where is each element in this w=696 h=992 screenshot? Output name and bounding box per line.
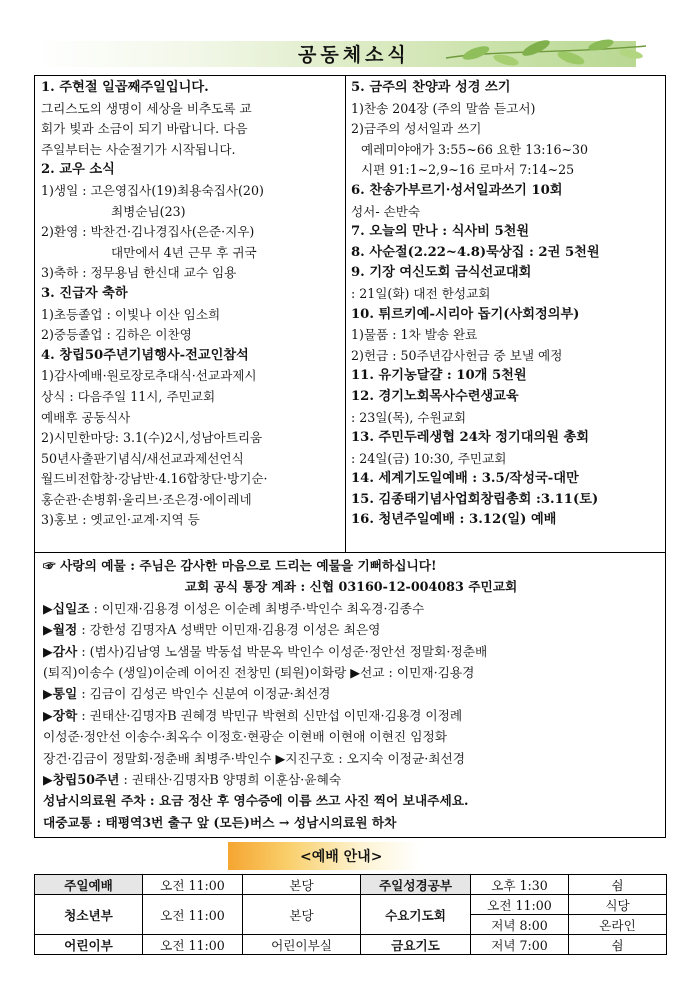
- right-col-line: 13. 주민두레생협 24차 정기대의원 총회: [351, 430, 590, 446]
- right-col-line: 9. 기장 여신도회 금식선교대회: [351, 265, 532, 281]
- offering-category: ▶통일: [43, 686, 78, 702]
- transit-note: 대중교통 : 태평역3번 출구 앞 (모든)버스 → 성남시의료원 하차: [43, 814, 397, 830]
- right-col-line: : 24일(금) 10:30, 주민교회: [351, 450, 507, 466]
- offering-names: : 권태산·김명자B 권혜경 박민규 박현희 신만섭 이민재·김용경 이정례: [77, 707, 463, 723]
- right-col-line: 예레미야애가 3:55~66 요한 13:16~30: [361, 141, 589, 157]
- left-col-line: 홍순관·손병휘·울리브·조은경·에이레네: [41, 491, 252, 507]
- table-cell: 저녁 7:00: [471, 935, 569, 955]
- account-info: 교회 공식 통장 계좌 : 신협 03160-12-004083 주민교회: [184, 579, 518, 595]
- offering-names: : 강한성 김명자A 성백만 이민재·김용경 이성은 최은영: [77, 622, 381, 638]
- offering-line: [43, 769, 659, 790]
- offering-line: [43, 641, 659, 662]
- page-title: 공동체소식: [298, 44, 410, 66]
- right-col-line: 12. 경기노회목사수련생교육: [351, 388, 519, 404]
- offering-names: (퇴직)이송수 (생일)이순례 이어진 전창민 (퇴원)이화랑 ▶선교 : 이민재·김용경: [43, 665, 475, 681]
- left-col-line: 4. 창립50주년기념행사-전교인참석: [41, 347, 249, 363]
- table-cell: 수요기도회: [361, 895, 471, 935]
- left-col-line: 2)중등졸업 : 김하은 이찬영: [41, 327, 192, 343]
- right-column: [351, 78, 661, 531]
- table-cell: 주일성경공부: [361, 875, 471, 895]
- right-col-line: 1)물품 : 1차 발송 완료: [351, 327, 478, 343]
- table-cell: 식당: [569, 895, 667, 915]
- table-cell: 온라인: [569, 915, 667, 935]
- offering-line: [43, 662, 659, 683]
- worship-guide-title: <예배 안내>: [300, 849, 383, 865]
- offering-names: : 이민재·김용경 이성은 이순례 최병주·박인수 최옥경·김종수: [89, 600, 425, 616]
- right-col-line: 시편 91:1~2,9~16 로마서 7:14~25: [361, 162, 575, 178]
- offering-line: [43, 619, 659, 640]
- right-col-line: 8. 사순절(2.22~4.8)묵상집 : 2권 5천원: [351, 244, 600, 260]
- news-box: [34, 75, 666, 553]
- offering-names: 장건·김금이 정말회·정춘배 최병주·박인수 ▶지진구호 : 오지숙 이정균·최선경: [43, 750, 466, 766]
- left-col-line: 3)축하 : 정무용님 한신대 교수 임용: [41, 265, 237, 281]
- table-row: [35, 935, 667, 955]
- right-col-line: 7. 오늘의 만나 : 식사비 5천원: [351, 224, 530, 240]
- offering-names: : 권태산·김명자B 양명희 이훈삼·윤혜숙: [119, 772, 342, 788]
- right-col-line: 5. 금주의 찬양과 성경 쓰기: [351, 80, 511, 95]
- left-col-line: 50년사출판기념식/새선교과제선언식: [41, 450, 244, 466]
- right-col-line: 1)찬송 204장 (주의 말씀 듣고서): [351, 100, 536, 116]
- offering-box: [34, 553, 666, 838]
- table-cell: 저녁 8:00: [471, 915, 569, 935]
- table-cell: 오전 11:00: [143, 875, 243, 895]
- offering-line: [43, 705, 659, 726]
- table-cell: 오전 11:00: [471, 895, 569, 915]
- leaves-decoration-icon: [436, 36, 656, 72]
- right-col-line: : 23일(목), 수원교회: [351, 409, 467, 425]
- offering-category: ▶월정: [43, 622, 78, 638]
- offering-names: 이성준·정안선 이송수·최옥수 이정호·현광순 이현배 이현애 이현진 임정화: [43, 729, 447, 745]
- right-col-line: 14. 세계기도일예배 : 3.5/작성국-대만: [351, 471, 579, 487]
- right-col-line: : 21일(화) 대전 한성교회: [351, 285, 491, 301]
- offering-note: ☞ 사랑의 예물 : 주님은 감사한 마음으로 드리는 예물을 기뻐하십니다!: [43, 558, 437, 573]
- offering-category: ▶창립50주년: [43, 772, 120, 788]
- left-col-line: 3)홍보 : 옛교인·교계·지역 등: [41, 512, 200, 528]
- offering-names: : (범사)김남영 노샘물 박동섭 박문옥 박인수 이성준·정안선 정말회·정춘배: [77, 643, 488, 659]
- right-col-line: 2)금주의 성서일과 쓰기: [351, 121, 482, 137]
- left-column: [41, 78, 341, 531]
- column-divider: [345, 76, 346, 552]
- right-col-line: 2)헌금 : 50주년감사헌금 중 보낼 예정: [351, 347, 563, 363]
- offering-line: [43, 726, 659, 747]
- offering-line: [43, 748, 659, 769]
- worship-guide-table: [34, 874, 667, 955]
- offering-line: [43, 683, 659, 704]
- right-col-line: 15. 김종태기념사업회창립총회 :3.11(토): [351, 491, 599, 507]
- table-cell: 금요기도: [361, 935, 471, 955]
- table-cell: 어린이부실: [243, 935, 361, 955]
- left-col-line: 주일부터는 사순절기가 시작됩니다.: [41, 141, 236, 157]
- table-cell: 본당: [243, 895, 361, 935]
- left-col-line: 1)생일 : 고은영집사(19)최용숙집사(20): [41, 182, 264, 198]
- offering-line: [43, 598, 659, 619]
- left-col-line: 2)환영 : 박찬건·김나경집사(은준·지우): [41, 224, 255, 240]
- left-col-line: 월드비전합창·강남반·4.16합창단·방기순·: [41, 471, 268, 487]
- right-col-line: 성서- 손반숙: [351, 203, 421, 219]
- left-col-line: 2)시민한마당: 3.1(수)2시,성남아트리움: [41, 430, 263, 446]
- right-col-line: 11. 유기농달걀 : 10개 5천원: [351, 368, 527, 384]
- left-col-line: 그리스도의 생명이 세상을 비추도록 교: [41, 100, 252, 116]
- left-col-line: 3. 진급자 축하: [41, 285, 128, 301]
- table-cell: 어린이부: [35, 935, 143, 955]
- left-col-line: 1. 주현절 일곱째주일입니다.: [41, 80, 209, 95]
- offering-list: [43, 598, 659, 791]
- worship-guide-header: [228, 842, 468, 870]
- table-cell: 오전 11:00: [143, 895, 243, 935]
- offering-names: : 김금이 김성곤 박인수 신분여 이정균·최선경: [77, 686, 331, 702]
- table-cell: 오전 11:00: [143, 935, 243, 955]
- left-col-line: 상식 : 다음주일 11시, 주민교회: [41, 388, 216, 404]
- left-col-line: 회가 빛과 소금이 되기 바랍니다. 다음: [41, 121, 248, 137]
- table-cell: 본당: [243, 875, 361, 895]
- left-col-line: 대만에서 4년 근무 후 귀국: [111, 244, 257, 260]
- table-cell: 쉼: [569, 875, 667, 895]
- offering-category: ▶장학: [43, 707, 78, 723]
- offering-category: ▶감사: [43, 643, 78, 659]
- table-row: [35, 895, 667, 915]
- left-col-line: 1)감사예배·원로장로추대식·선교과제시: [41, 368, 257, 384]
- table-cell: 오후 1:30: [471, 875, 569, 895]
- left-col-line: 2. 교우 소식: [41, 162, 115, 178]
- table-cell: 주일예배: [35, 875, 143, 895]
- left-col-line: 최병순님(23): [111, 203, 186, 219]
- offering-category: ▶십일조: [43, 600, 90, 616]
- table-row: [35, 875, 667, 895]
- left-col-line: 예배후 공동식사: [41, 409, 131, 425]
- table-cell: 쉼: [569, 935, 667, 955]
- table-cell: 청소년부: [35, 895, 143, 935]
- news-header: [36, 38, 660, 70]
- right-col-line: 16. 청년주일예배 : 3.12(일) 예배: [351, 512, 557, 528]
- left-col-line: 1)초등졸업 : 이빛나 이산 임소희: [41, 306, 221, 322]
- right-col-line: 10. 튀르키예-시리아 돕기(사회정의부): [351, 306, 580, 322]
- parking-note: 성남시의료원 주차 : 요금 정산 후 영수증에 이름 쓰고 사진 찍어 보내주세요.: [43, 793, 469, 809]
- right-col-line: 6. 찬송가부르기·성서일과쓰기 10회: [351, 182, 563, 198]
